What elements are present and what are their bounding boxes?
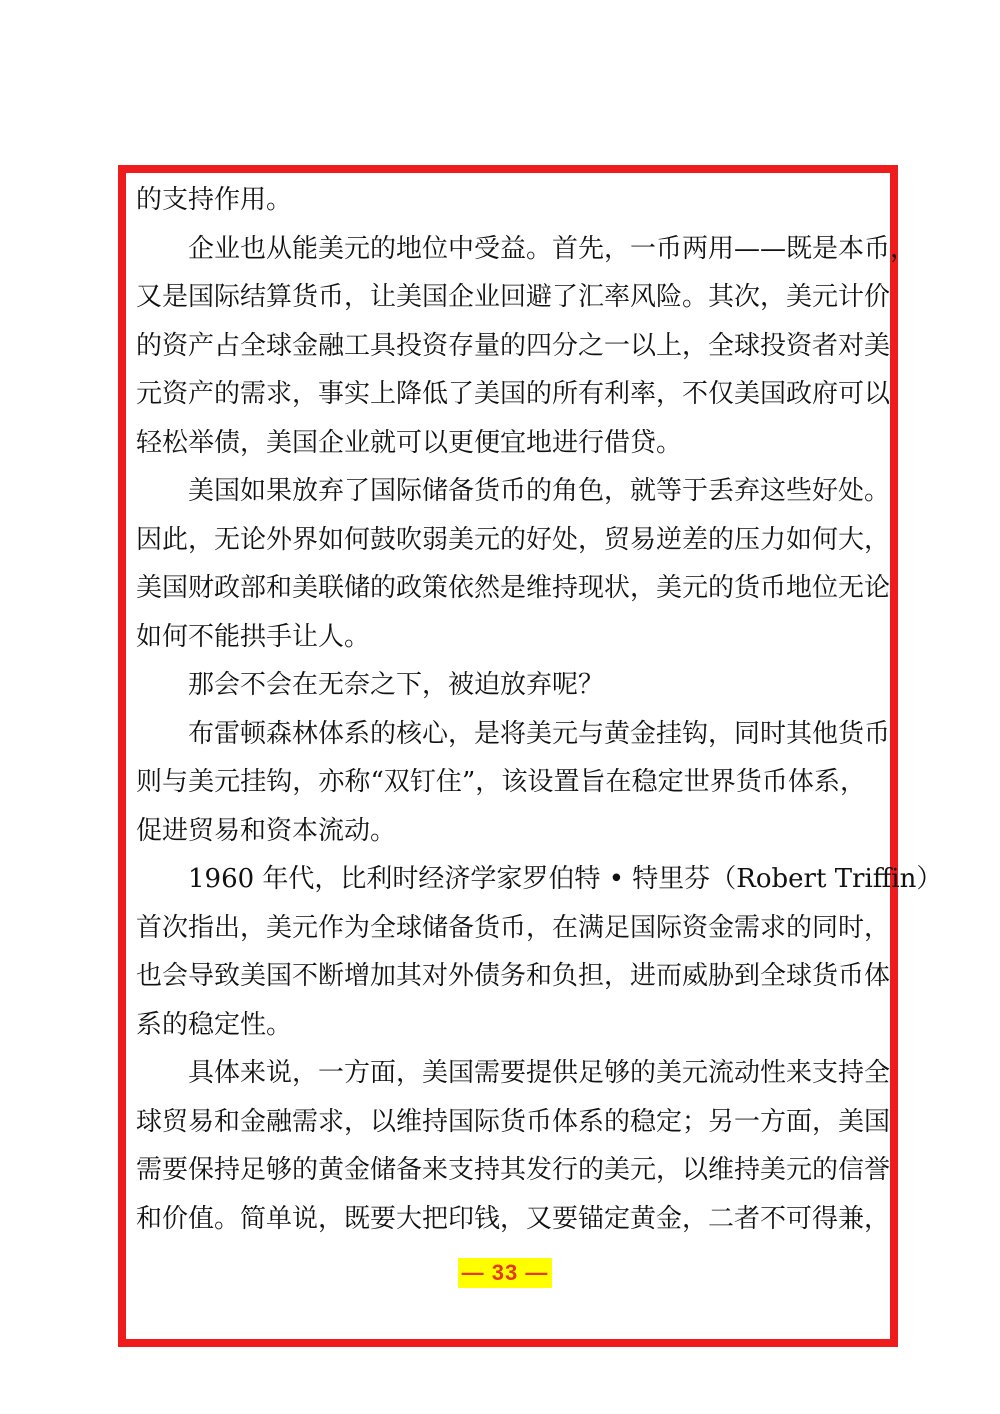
- text-line: 需要保持足够的黄金储备来支持其发行的美元，以维持美元的信誉: [136, 1155, 891, 1185]
- text-line: 系的稳定性。: [136, 1009, 293, 1040]
- text-line: 轻松举债，美国企业就可以更便宜地进行借贷。: [136, 427, 683, 458]
- text-line: 因此，无论外界如何鼓吹弱美元的好处，贸易逆差的压力如何大，: [136, 524, 891, 555]
- text-line: 首次指出，美元作为全球储备货币，在满足国际资金需求的同时，: [136, 912, 891, 943]
- text-line: 则与美元挂钩，亦称“双钉住”，该设置旨在稳定世界货币体系，: [136, 767, 866, 797]
- body-text: [136, 176, 943, 1243]
- text-line: 布雷顿森林体系的核心，是将美元与黄金挂钩，同时其他货币: [188, 718, 891, 749]
- page-number: — 33 —: [458, 1258, 552, 1288]
- text-line: 的资产占全球金融工具投资存量的四分之一以上，全球投资者对美: [136, 330, 891, 361]
- text-line: 也会导致美国不断增加其对外债务和负担，进而威胁到全球货币体: [136, 961, 891, 991]
- text-line: 美国财政部和美联储的政策依然是维持现状，美元的货币地位无论: [136, 573, 891, 603]
- text-line: 元资产的需求，事实上降低了美国的所有利率，不仅美国政府可以: [136, 379, 891, 409]
- text-line: 美国如果放弃了国际储备货币的角色，就等于丢弃这些好处。: [188, 476, 891, 506]
- text-line: 如何不能拱手让人。: [136, 621, 371, 652]
- text-line: 的支持作用。: [136, 185, 293, 215]
- text-line: 又是国际结算货币，让美国企业回避了汇率风险。其次，美元计价: [136, 282, 891, 312]
- text-line: 那会不会在无奈之下，被迫放弃呢？: [188, 670, 605, 700]
- text-line: 促进贸易和资本流动。: [136, 815, 397, 846]
- text-line: 球贸易和金融需求，以维持国际货币体系的稳定；另一方面，美国: [136, 1106, 891, 1137]
- text-line: 企业也从能美元的地位中受益。首先，一币两用——既是本币，: [188, 233, 917, 264]
- text-line: 具体来说，一方面，美国需要提供足够的美元流动性来支持全: [188, 1058, 891, 1088]
- text-line: 和价值。简单说，既要大把印钱，又要锚定黄金，二者不可得兼，: [136, 1203, 891, 1234]
- text-line: 1960 年代，比利时经济学家罗伯特 • 特里芬（Robert Triffin）: [188, 864, 943, 894]
